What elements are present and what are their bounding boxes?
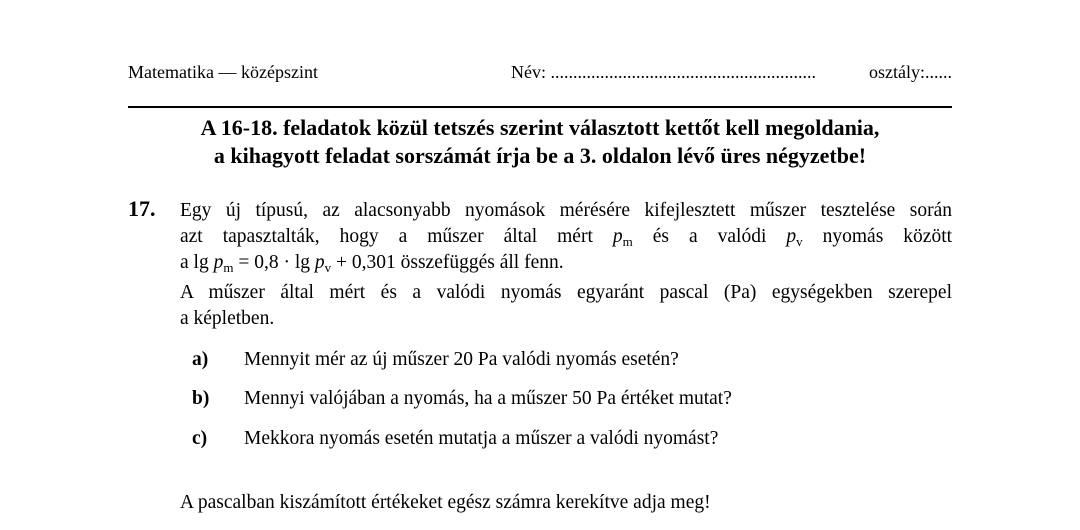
subtask-text: Mekkora nyomás esetén mutatja a műszer a valódi nyomást? [244,428,719,449]
intro-text-c: nyomás között [822,226,953,247]
units-line-2: a képletben. [180,308,275,329]
pressure-formula: $\lg p_m = 0,8 \cdot \lg p_v + 0,301$ [193,252,396,275]
subtask-label: b) [192,388,210,409]
intro-text-b: és a valódi [652,226,767,247]
units-line-1: A műszer által mért és a valódi nyomás egyaránt pascal (Pa) egységekben szerepel [180,282,952,303]
subtask-label: a) [192,349,209,370]
rounding-instruction: A pascalban kiszámított értékeket egész számra kerekítve adja meg! [180,492,711,513]
real-pressure-symbol: $p_v$ [786,226,803,249]
class-field: osztály:...... [869,62,952,82]
task-intro-line-1: Egy új típusú, az alacsonyabb nyomások mérésére kifejlesztett műszer tesztelése során [180,200,952,221]
instruction-block [128,114,952,170]
intro-text-a: azt tapasztalták, hogy a műszer által mért [180,226,593,247]
subject-label: Matematika — középszint [128,62,318,82]
measured-pressure-symbol: $p_m$ [612,226,633,249]
task-number: 17. [128,196,156,221]
page-header [128,62,952,86]
subtask-text: Mennyi valójában a nyomás, ha a műszer 50 Pa értéket mutat? [244,388,732,409]
task-units-paragraph [180,280,952,332]
task-intro-line-3: a $\lg p_m = 0,8 \cdot \lg p_v + 0,301$ összefüggés áll fenn. [180,252,564,275]
subtask-label: c) [192,428,208,449]
task-intro-line-2 [180,224,952,250]
instruction-line-1: A 16-18. feladatok közül tetszés szerint választott kettőt kell megoldania, [200,115,880,140]
name-field: Név: ........................................................... [511,62,816,82]
instruction-line-2: a kihagyott feladat sorszámát írja be a 3. oldalon lévő üres négyzetbe! [213,143,867,168]
header-divider [128,106,952,108]
subtask-text: Mennyit mér az új műszer 20 Pa valódi nyomás esetén? [244,349,679,370]
task-intro [180,198,952,276]
